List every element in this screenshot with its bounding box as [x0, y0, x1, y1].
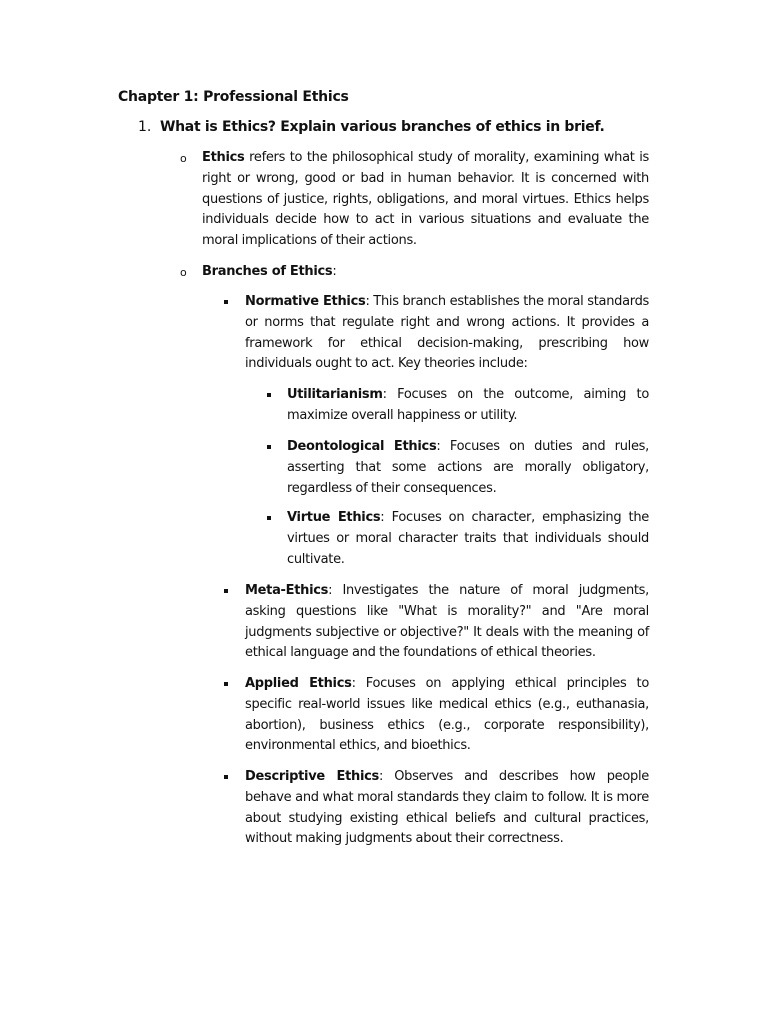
meta-ethics-text: : Investigates the nature of moral judgments, asking questions like "What is morality?" and "Are moral judgments subjective or objective?" It deals with the meaning of ethical language and the foundations of ethical theories. [245, 583, 649, 661]
virtue-ethics-text: : Focuses on character, emphasizing the virtues or moral character traits that individuals should cultivate. [287, 510, 649, 567]
meta-ethics-term: Meta-Ethics [245, 583, 329, 598]
virtue-ethics-paragraph [287, 508, 649, 570]
utilitarianism-text: : Focuses on the outcome, aiming to maximize overall happiness or utility. [287, 387, 649, 423]
normative-ethics-term: Normative Ethics [245, 294, 366, 309]
square-bullet-icon [224, 589, 228, 593]
descriptive-ethics-paragraph [245, 767, 649, 850]
normative-ethics-text: : This branch establishes the moral standards or norms that regulate right and wrong actions. It provides a framework for ethical decision-making, prescribing how individuals ought to act. Key theories include: [245, 294, 649, 372]
ethics-definition-paragraph [202, 148, 649, 252]
square-bullet-icon [267, 393, 271, 397]
square-bullet-icon [267, 516, 271, 520]
question-number: 1. [138, 119, 152, 135]
circle-bullet-icon: o [180, 152, 187, 165]
virtue-ethics-term: Virtue Ethics [287, 510, 381, 525]
meta-ethics-paragraph [245, 581, 649, 664]
utilitarianism-paragraph [287, 385, 649, 427]
deontological-ethics-text: : Focuses on duties and rules, asserting that some actions are morally obligatory, regardless of their consequences. [287, 439, 649, 496]
applied-ethics-term: Applied Ethics [245, 676, 352, 691]
square-bullet-icon [224, 300, 228, 304]
branches-heading [202, 262, 336, 283]
descriptive-ethics-term: Descriptive Ethics [245, 769, 379, 784]
branches-term: Branches of Ethics [202, 264, 333, 279]
circle-bullet-icon: o [180, 266, 187, 279]
square-bullet-icon [224, 682, 228, 686]
deontological-ethics-paragraph [287, 437, 649, 499]
square-bullet-icon [267, 445, 271, 449]
deontological-ethics-term: Deontological Ethics [287, 439, 437, 454]
normative-ethics-paragraph [245, 292, 649, 375]
branches-suffix: : [332, 264, 337, 279]
chapter-title: Chapter 1: Professional Ethics [118, 89, 349, 105]
square-bullet-icon [224, 775, 228, 779]
ethics-definition-text: refers to the philosophical study of morality, examining what is right or wrong, good or bad in human behavior. It is concerned with questions of justice, rights, obligations, and moral virtues. Ethics helps individuals decide how to act in various situations and evaluate the moral implications of their actions. [202, 150, 649, 249]
applied-ethics-paragraph [245, 674, 649, 757]
applied-ethics-text: : Focuses on applying ethical principles to specific real-world issues like medical ethics (e.g., euthanasia, abortion), business ethics (e.g., corporate responsibility), environmental ethics, and bioethics. [245, 676, 649, 754]
utilitarianism-term: Utilitarianism [287, 387, 383, 402]
descriptive-ethics-text: : Observes and describes how people behave and what moral standards they claim to follow. It is more about studying existing ethical beliefs and cultural practices, without making judgments about their correctness. [245, 769, 649, 847]
question-text: What is Ethics? Explain various branches of ethics in brief. [160, 119, 605, 135]
ethics-term: Ethics [202, 150, 245, 165]
